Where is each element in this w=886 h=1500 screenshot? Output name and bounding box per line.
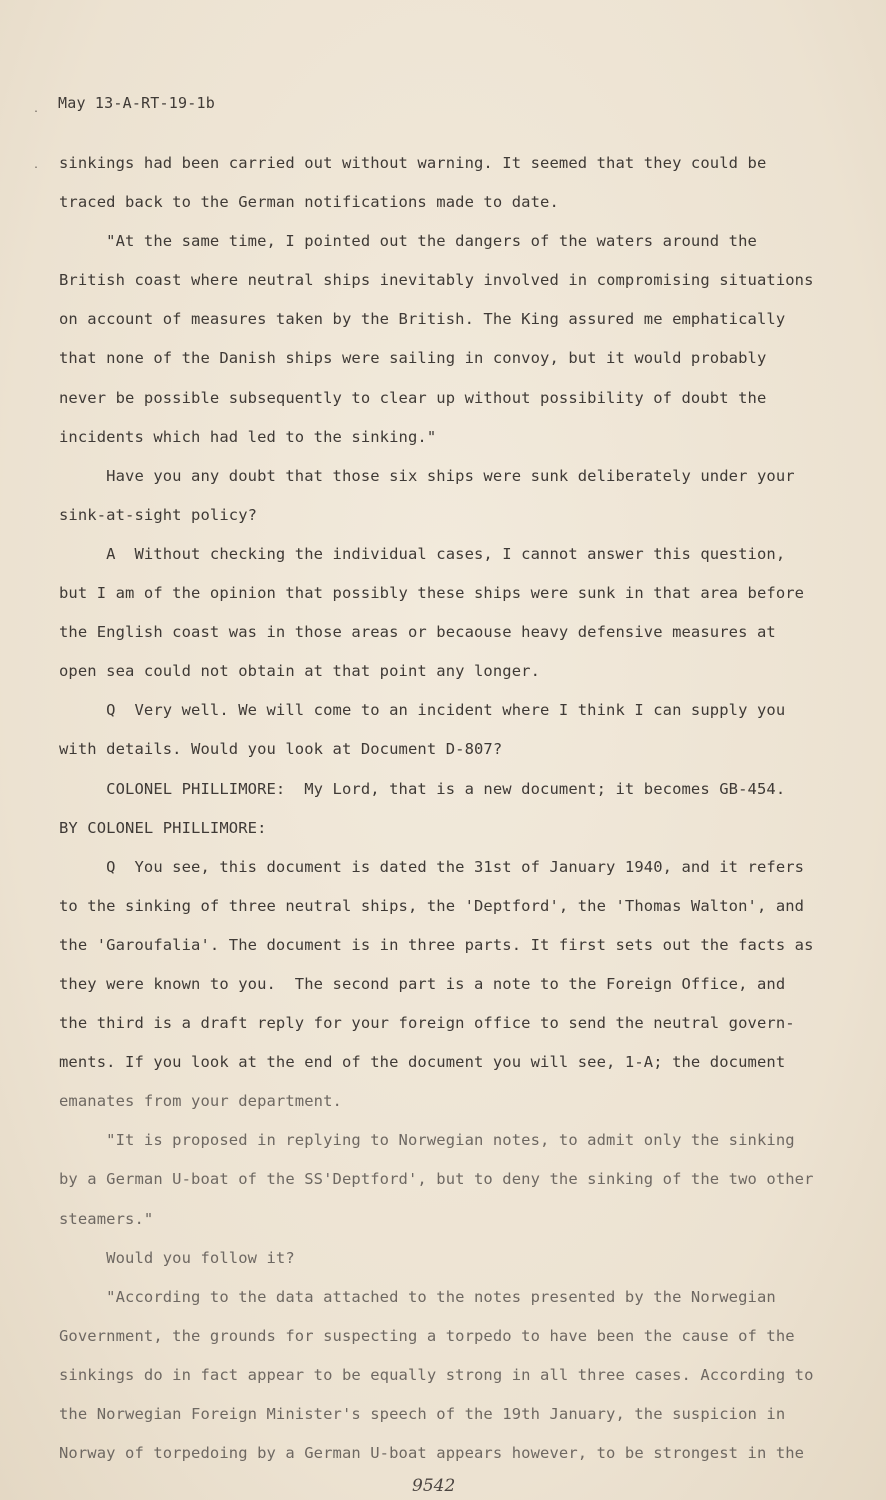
text-line: the third is a draft reply for your foreign office to send the neutral govern- — [59, 1014, 795, 1033]
text-line: BY COLONEL PHILLIMORE: — [59, 818, 267, 837]
text-line: the English coast was in those areas or becaouse heavy defensive measures at — [59, 623, 776, 642]
text-line: Government, the grounds for suspecting a torpedo to have been the cause of the — [59, 1326, 795, 1345]
text-line: Have you any doubt that those six ships were sunk deliberately under your — [59, 466, 795, 485]
text-line: traced back to the German notifications made to date. — [59, 193, 559, 212]
text-line: COLONEL PHILLIMORE: My Lord, that is a new document; it becomes GB-454. — [59, 779, 786, 798]
text-line: A Without checking the individual cases, I cannot answer this question, — [59, 544, 786, 563]
text-line: by a German U-boat of the SS'Deptford', but to deny the sinking of the two other — [59, 1170, 814, 1189]
text-line: "It is proposed in replying to Norwegian notes, to admit only the sinking — [59, 1131, 795, 1150]
text-line: open sea could not obtain at that point any longer. — [59, 662, 541, 681]
text-line: steamers." — [59, 1209, 154, 1228]
text-line: emanates from your department. — [59, 1092, 342, 1111]
text-line: incidents which had led to the sinking." — [59, 427, 437, 446]
text-line: on account of measures taken by the British. The King assured me emphatically — [59, 310, 786, 329]
text-line: but I am of the opinion that possibly these ships were sunk in that area before — [59, 584, 805, 603]
text-line: the 'Garoufalia'. The document is in three parts. It first sets out the facts as — [59, 935, 814, 954]
text-line: Norway of torpedoing by a German U-boat appears however, to be strongest in the — [59, 1444, 805, 1463]
text-line: with details. Would you look at Document D-807? — [59, 740, 503, 759]
text-line: that none of the Danish ships were sailing in convoy, but it would probably — [59, 349, 767, 368]
document-header: May 13-A-RT-19-1b — [58, 94, 215, 112]
text-line: "According to the data attached to the notes presented by the Norwegian — [59, 1287, 776, 1306]
document-body — [59, 144, 849, 1473]
page-number: 9542 — [412, 1476, 456, 1496]
text-line: sinkings had been carried out without warning. It seemed that they could be — [59, 154, 767, 172]
text-line: Would you follow it? — [59, 1248, 295, 1267]
margin-mark: . — [33, 104, 40, 115]
text-line: Q Very well. We will come to an incident where I think I can supply you — [59, 701, 786, 720]
text-line: the Norwegian Foreign Minister's speech of the 19th January, the suspicion in — [59, 1405, 786, 1423]
text-line: ments. If you look at the end of the document you will see, 1-A; the document — [59, 1053, 786, 1072]
text-line: sinkings do in fact appear to be equally strong in all three cases. According to — [59, 1365, 814, 1384]
text-line: sink-at-sight policy? — [59, 505, 258, 524]
text-line: they were known to you. The second part is a note to the Foreign Office, and — [59, 974, 786, 993]
text-line: British coast where neutral ships inevitably involved in compromising situations — [59, 271, 814, 290]
text-line: to the sinking of three neutral ships, the 'Deptford', the 'Thomas Walton', and — [59, 896, 805, 915]
text-line: Q You see, this document is dated the 31st of January 1940, and it refers — [59, 857, 805, 876]
margin-mark: . — [33, 160, 40, 171]
text-line: "At the same time, I pointed out the dangers of the waters around the — [59, 232, 757, 251]
text-line: never be possible subsequently to clear up without possibility of doubt the — [59, 388, 767, 407]
